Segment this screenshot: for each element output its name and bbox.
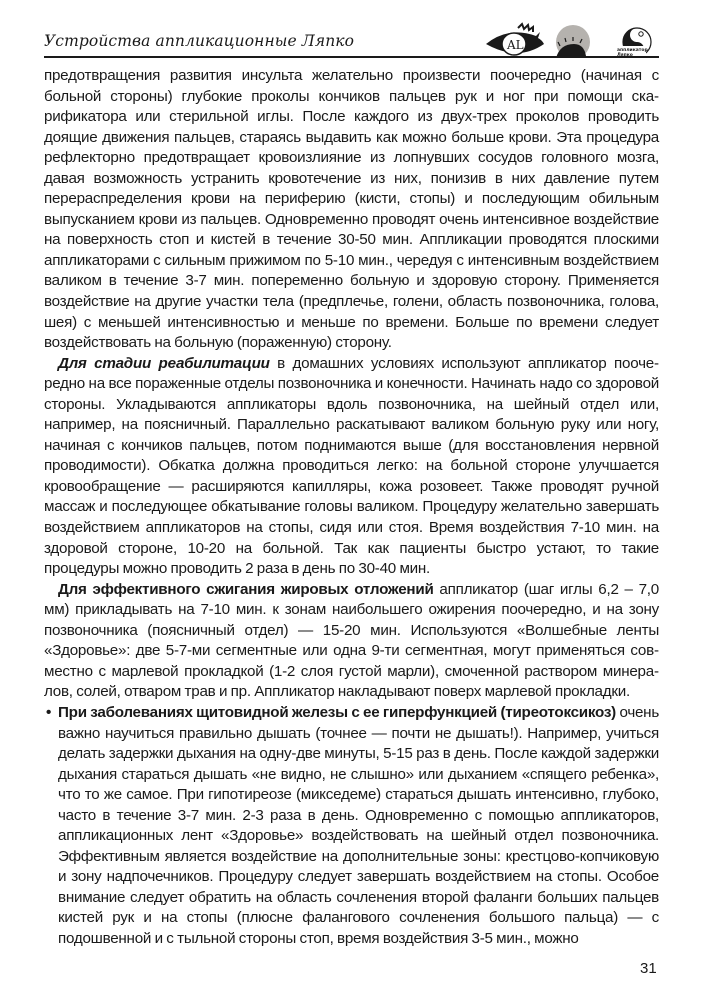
paragraph-stroke-prevention: предотвращения развития инсульта желательно произвести поочередно (начиная с больной стороны) глубокие проколы кончиков пальцев рук и ног при помощи скарификатора или стерильной иглы. После каждого из двух-трех проколов проводить доящие движения пальцев, стараясь выдавить как можно больше крови. Эта процедура рефлекторно предотвращает кровоизлияние из лопнувших сосудов головного мозга, давая возможность устранить кровотечение из них, понизив в них давление путем перераспределения крови на периферию (кисти, стопы) и последующим обильным выпусканием крови из пальцев. Одновременно проводят очень интенсивное воздействие на поверхность стоп и кистей в течение 30-50 мин. Аппликации проводятся плоскими аппликаторами с сильным прижимом по 5-10 мин., чередуя с интенсивным воздействием валиком в течение 3-7 мин. попеременно больную и здоровую сторону. Применяется воздействие на другие участки тела (предплечье, голени, область позвоночника, голова, шея) с меньшей интенсивностью и меньше по времени. Больше по времени следует воздействовать на больную (пораженную) сторону. <box>44 67 659 352</box>
paragraph-fat-burning <box>44 580 659 703</box>
page-number: 31 <box>640 960 657 977</box>
logo-group <box>478 22 658 58</box>
header-title: Устройства аппликационные Ляпко <box>44 32 355 50</box>
thyroid-heading: При заболеваниях щитовидной железы с ее гиперфункцией (тиреотоксикоз) <box>58 703 616 721</box>
fat-burning-heading: Для эффективного сжигания жировых отложений <box>58 580 434 598</box>
page-body <box>44 66 659 950</box>
bullet-marker: • <box>46 703 52 721</box>
hedgehog-sun-logo-icon <box>556 25 590 58</box>
applicator-lyapko-logo-icon <box>616 28 651 58</box>
bullet-thyroid <box>44 703 659 950</box>
paragraph-rehabilitation <box>44 354 659 580</box>
rehabilitation-heading: Для стадии реабилитации <box>58 354 270 372</box>
svg-text:аппликатор: аппликатор <box>617 48 648 53</box>
header-divider <box>44 56 659 58</box>
fat-burning-text: аппликатор (шаг иглы 6,2 – 7,0 мм) прикладывать на 7-10 мин. к зонам наибольшего ожирения поочередно, и на зону позвоночника (поясничный отдел) — 15-20 мин. Используются «Волшебные ленты «Здоровье»: две 5-7-ми сегментные или одна 9-ти сегментная, могут применяться совместно с марлевой прокладкой (1-2 слоя густой марли), смоченной раствором минералов, солей, отваром трав и пр. Аппликатор накладывают поверх марлевой прокладки. <box>44 580 659 701</box>
eye-al-logo-icon <box>486 24 544 55</box>
svg-text:AL: AL <box>507 38 524 52</box>
running-header <box>44 22 658 58</box>
thyroid-text: очень важно научиться правильно дышать (точнее — почти не дышать!). Например, учиться делать задержки дыхания на одну-две минуты, 5-15 раз в день. После каждой задержки дыхания стараться дышать «не видно, не слышно» или дыханием «спящего ребенка», что то же самое. При гипотиреозе (микседеме) стараться дышать интенсивно, глубоко, часто в течение 3-7 мин. 2-3 раза в день. Одновременно с помощью аппликаторов, аппликационных лент «Здоровье» воздействовать на шейный отдел позвоночника. Эффективным является воздействие на дополнительные зоны: крестцово-копчиковую и зону надпочечников. Процедуру следует завершать воздействием на стопы. Особое внимание следует обратить на область сочленения второй фаланги больших пальцев кистей рук и на стопы (плюсне фалангового сочленения большого пальца) — с подошвенной и с тыльной стороны стоп, время воздействия 3-5 мин., можно <box>58 703 659 947</box>
rehabilitation-text: в домашних условиях используют аппликатор поочередно на все пораженные отделы позвоночника и конечности. Начинать надо со здоровой стороны. Укладываются аппликаторы вдоль позвоночника, на шейный отдел или, например, на поясничный. Параллельно раскатывают валиком больную руку или ногу, начиная с кончиков пальцев, потом поднимаются выше (для восстановления нервной проводимости). Обкатка должна проводиться легко: на больной стороне улучшается кровообращение — расширяются капилляры, кожа розовеет. Также проводят ручной массаж и последующее обкатывание головы валиком. Процедуру желательно завершать воздействием аппликаторов на стопы, сидя или стоя. Время воздействия 7-10 мин. на здоровой стороне, 10-20 на больной. Так как пациенты быстро устают, то такие процедуры можно проводить 2 раза в день по 30-40 мин. <box>44 354 659 578</box>
